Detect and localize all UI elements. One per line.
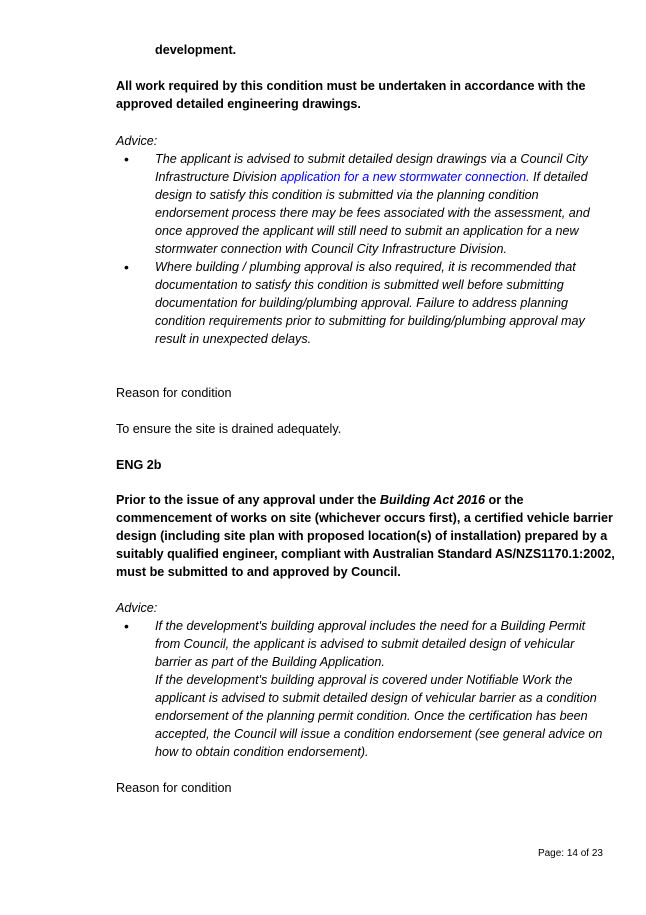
advice-bullet-building-plumbing <box>116 258 603 348</box>
advice-bullet-vehicle-barrier <box>116 617 603 761</box>
advice-list-vehicle-barrier <box>116 617 616 761</box>
condition-text: or the commencement of works on site (whichever occurs first), a certified vehicle barrier design (including site plan with proposed location(s) of installation) prepared by a suitably qualified engineer, compliant with Australian Standard AS/NZS1170.1:2002, must be submitted to and approved by Council. <box>116 493 615 579</box>
advice-label: Advice: <box>116 134 158 148</box>
advice-label: Advice: <box>116 601 158 615</box>
advice-list-stormwater <box>116 150 616 348</box>
page-number: Page: 14 of 23 <box>537 848 603 859</box>
intro-continuation: development. <box>155 43 237 57</box>
advice-text: The applicant is advised to submit detailed design drawings via a Council City Infrastructure Division <box>155 152 588 184</box>
advice-text: Where building / plumbing approval is also required, it is recommended that documentation to satisfy this condition is submitted well before submitting documentation for building/plumbing approval. Failure to address planning condition requirements prior to submitting for building/plumbing approval may result in unexpected delays. <box>155 260 585 346</box>
advice-text: If the development's building approval includes the need for a Building Permit from Council, the applicant is advised to submit detailed design of vehicular barrier as part of the Building Application. <box>155 619 586 669</box>
stormwater-connection-link[interactable]: application for a new stormwater connection <box>280 170 526 184</box>
act-title: Building Act 2016 <box>379 493 486 507</box>
condition-paragraph-vehicle-barrier <box>116 491 616 581</box>
reason-label: Reason for condition <box>116 781 232 795</box>
advice-bullet-stormwater-application <box>116 150 603 258</box>
bullet-icon: • <box>124 151 129 167</box>
bullet-icon: • <box>124 618 129 634</box>
advice-text: . If detailed design to satisfy this condition is submitted via the planning condition endorsement process there may be fees associated with the assessment, and once approved the applicant will still need to submit an application for a new stormwater connection with Council City Infrastructure Division. <box>155 170 590 256</box>
condition-paragraph-drawings: All work required by this condition must be undertaken in accordance with the approved detailed engineering drawings. <box>116 79 586 111</box>
condition-text: Prior to the issue of any approval under the <box>116 493 380 507</box>
condition-heading: ENG 2b <box>116 458 162 472</box>
advice-text: If the development's building approval is covered under Notifiable Work the applicant is advised to submit detailed design of vehicular barrier as a condition endorsement of the planning permit condition. Once the certification has been accepted, the Council will issue a condition endorsement (see general advice on how to obtain condition endorsement). <box>155 673 603 759</box>
reason-text: To ensure the site is drained adequately. <box>116 422 342 436</box>
bullet-icon: • <box>124 259 129 275</box>
reason-label: Reason for condition <box>116 386 232 400</box>
